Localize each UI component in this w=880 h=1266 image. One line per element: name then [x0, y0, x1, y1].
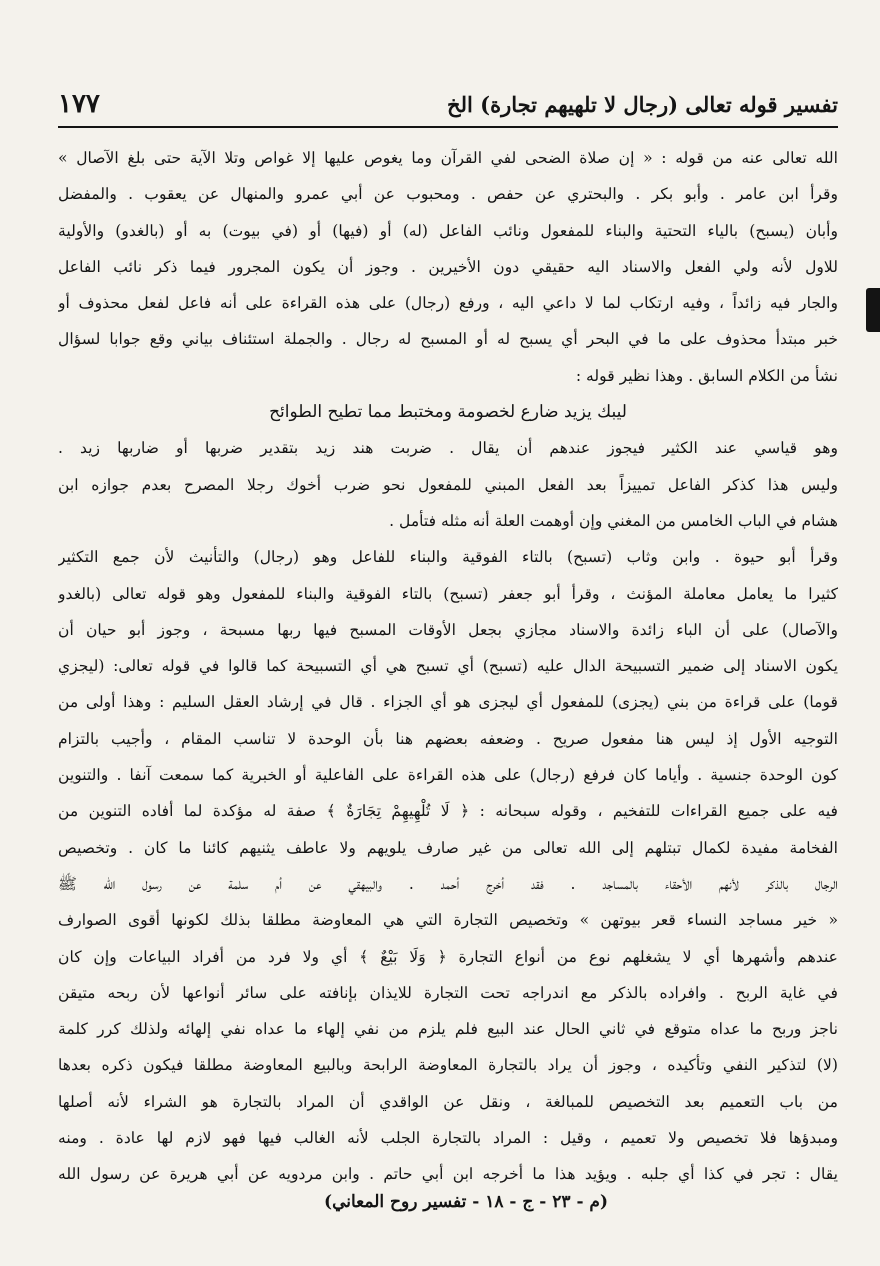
text-line: الفخامة مفيدة لكمال تبتلهم إلى الله تعالى من غير صارف يلويهم ولا عاطف يثنيهم كائنا ما كان . وتخصيص — [58, 838, 838, 857]
text-line: هشام في الباب الخامس من المغني وإن أوهمت العلة أنه مثله فتأمل . — [389, 511, 838, 530]
text-line: ناجز وربح ما عداه متوقع في ثاني الحال عند البيع فلم يلزم من نفي إلهاء ما عداه نفي إلهائه ولذلك كرر كلمة — [58, 1020, 838, 1039]
text-line: في غاية الربح . وافراده بالذكر مع اندراجه تحت التجارة للايذان بإنافته على سائر أنواعها لأن ربحه متيقن — [58, 983, 838, 1002]
text-line: وأبان (يسبح) بالياء التحتية والبناء للمفعول ونائب الفاعل (له) أو (فيها) أو (في بيوت) به أو (بالغدو) والأولية — [58, 221, 838, 240]
text-line: يقال : تجر في كذا أي جلبه . ويؤيد هذا ما أخرجه ابن أبي حاتم . وابن مردويه عن أبي هريرة عن رسول الله — [58, 1165, 838, 1184]
text-line: عندهم وأشهرها أي لا يشغلهم نوع من أنواع التجارة ﴿ وَلَا بَيْعٌ ﴾ أي ولا فرد من أفراد البياعات وإن كان — [58, 947, 838, 966]
text-line: (لا) لتذكير النفي وتأكيده ، وجوز أن يراد بالتجارة المعاوضة الرابحة وبالبيع المعاوضة مطلقا فيكون ذكره بعدها — [58, 1056, 838, 1075]
text-line: الله تعالى عنه من قوله : « إن صلاة الضحى لفي القرآن وما يغوص عليها إلا غواص وتلا الآية حتى بلغ الآصال » — [58, 149, 838, 167]
text-line: كون الوحدة جنسية . وأياما كان فرفع (رجال) على هذه القراءة على الفاعلية أو الخبرية كما سمعت آنفا . والتنوين — [58, 766, 838, 785]
text-line: يكون الاسناد إلى ضمير التسبيحة الدال عليه (تسبح) أي تسبح هي أي التسبيحة كما قالوا في قوله تعالى: (ليجزي — [58, 657, 838, 676]
text-line: ومبدؤها فلا تخصيص ولا تعميم ، وقيل : المراد بالتجارة الجلب لأنه الغالب فيها فهو لازم لها عادة . ومنه — [58, 1129, 838, 1148]
text-line: خبر مبتدأ محذوف على ما في البحر أي يسبح له أو المسبح له رجال . والجملة استئناف بياني وقع جوابا لسؤال — [58, 330, 838, 349]
page-footer-signature: (م - ٢٣ - ج - ١٨ - تفسير روح المعاني) — [324, 1192, 608, 1212]
text-line: وهو قياسي عند الكثير فيجوز عندهم أن يقال . ضربت هند زيد بتقدير ضربها أو ضاربها زيد . — [58, 439, 838, 458]
running-title: تفسير قوله تعالى (رجال لا تلهيهم تجارة) الخ — [447, 91, 838, 117]
book-page — [58, 82, 838, 1212]
text-line: من باب التعميم بعد التخصيص للمبالغة ، ونقل عن الواقدي أن المراد بالتجارة هو الشراء لأنه أصلها — [58, 1092, 838, 1111]
text-line: نشأ من الكلام السابق . وهذا نظير قوله : — [575, 366, 838, 385]
text-line: وقرأ ابن عامر . وأبو بكر . والبحتري عن حفص . ومحبوب عن أبي عمرو والمنهال عن يعقوب . والمفضل — [58, 185, 838, 204]
text-line: والجار فيه زائداً ، وفيه ارتكاب لما لا داعي اليه ، ورفع (رجال) على هذه القراءة على أنه فاعل لفعل محذوف أو — [58, 294, 838, 313]
text-line: كثيرا ما يعامل معاملة المؤنث ، وقرأ أبو جعفر (تسبح) بالتاء الفوقية والبناء للمفعول وهو قوله تعالى (بالغدو — [58, 584, 838, 603]
page-header — [58, 82, 838, 128]
poetry-verse: ليبك يزيد ضارع لخصومة ومختبط مما تطيح الطوائح — [269, 402, 627, 423]
text-line: فيه على جميع القراءات للتفخيم ، وقوله سبحانه : ﴿ لَا تُلْهِيهِمْ تِجَارَةٌ ﴾ صفة له مؤكدة لما أفاده التنوين من — [58, 802, 838, 821]
page-number: ١٧٧ — [58, 89, 100, 119]
text-line: للاول لأنه ولي الفعل والاسناد اليه حقيقي دون الأخيرين . وجوز أن يكون المجرور فيما ذكر نائب الفاعل — [58, 257, 838, 276]
text-line: والآصال) على أن الباء زائدة والاسناد مجازي بجعل الأوقات المسبح فيها ربها مسبحة ، وجوز أبو حيان أن — [58, 620, 838, 639]
text-line: « خير مساجد النساء قعر بيوتهن » وتخصيص التجارة التي هي المعاوضة مطلقا بذلك لكونها أقوى الصوارف — [58, 911, 838, 930]
text-line: وليس هذا كذكر الفاعل تمييزاً بعد الفعل المبني للمفعول نحو ضرب أخوك رجلا المصرح بعدم جوازه ابن — [58, 475, 838, 494]
page-body — [58, 140, 838, 1193]
text-line: الرجال بالذكر لأنهم الأحقاء بالمساجد . فقد أخرج أحمد . والبيهقي عن أم سلمة عن رسول الله ﷺ — [58, 874, 838, 893]
page-edge-tab — [866, 288, 880, 332]
text-line: قوما) على قراءة من بني (يجزى) للمفعول أي ليجزى هو أي الجزاء . قال في إرشاد العقل السليم : وهذا أولى من — [58, 693, 838, 712]
text-line: التوجيه الأول إذ ليس هنا مفعول صريح . وضعفه بعضهم هنا بأن الوحدة لا تناسب المقام ، وأجيب بالتزام — [58, 729, 838, 748]
text-line: وقرأ أبو حيوة . وابن وثاب (تسبح) بالتاء الفوقية والبناء للفاعل وهو (رجال) والتأنيث لأن جمع التكثير — [58, 548, 838, 567]
